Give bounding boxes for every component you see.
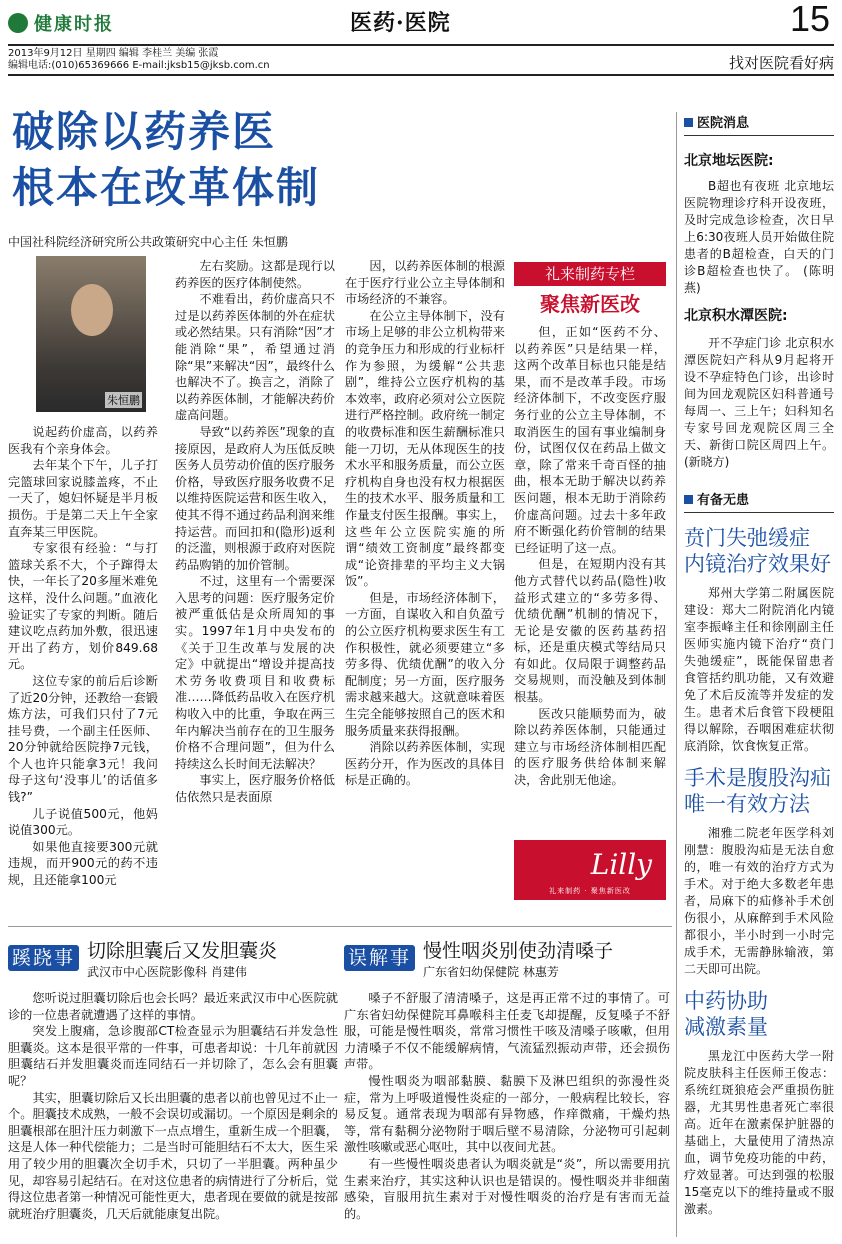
promo-line-2: 聚焦新医改 [540,292,640,316]
paragraph: 左右奖励。这都是现行以药养医的医疗体制使然。 [175,259,335,290]
paragraph: 说起药价虚高，以药养医我有个亲身体会。 [8,425,158,456]
paragraph: 消除以药养医体制，实现医药分开，作为医改的具体目标是正确的。 [345,740,505,788]
paragraph: 去年某个下午，儿子打完篮球回家说膝盖疼，不止一天了，媳妇怀疑是半月板损伤。于是第二天上午全家直奔某三甲医院。 [8,458,158,539]
headline-line-1: 破除以药养医 [12,107,277,156]
hospital-news [684,335,834,471]
paragraph: 有一些慢性咽炎患者认为咽炎就是“炎”，所以需要用抗生素来治疗，其实这种认识也是错误的。慢性咽炎并非细菌感染，盲服用抗生素对于对慢性咽炎的治疗是有害而无益的。 [344,1156,670,1221]
article-column-3 [345,258,505,789]
logo-text: 健康时报 [34,14,114,35]
news-text: 开不孕症门诊 北京积水潭医院妇产科从9月起将开设不孕症特色门诊，出诊时间为回龙观院区妇科普通号每周一、三上午；妇科知名专家号回龙观院区周三全天、新街口院区周四上午。 (新晓方) [684,336,834,469]
article-author: 中国社科院经济研究所公共政策研究中心主任 朱恒鹏 [8,235,288,249]
tip-text [684,1048,834,1218]
page-number: 15 [789,0,830,39]
sidebar-divider [676,112,677,1237]
author-photo [36,256,146,412]
sidebar-label-text: 有备无患 [697,493,750,508]
paragraph: 医改只能顺势而为，破除以药养医体制，只能通过建立与市场经济体制相匹配的医疗服务供给体制来解决，舍此别无他途。 [514,706,666,788]
story-divider [8,926,672,927]
section-title: 医药·医院 [350,10,451,36]
square-icon [684,495,693,504]
story-byline: 广东省妇幼保健院 林惠芳 [423,965,559,979]
tip-title-line: 手术是腹股沟疝 [684,766,831,790]
paragraph: 不过，这里有一个需要深入思考的问题：医疗服务定价被严重低估是众所周知的事实。1997年1月中央发布的《关于卫生改革与发展的决定》中就提出“增设并提高技术劳务收费项目和收费标准……降低药品收入在医疗机构收入中的比重，争取在两三年内解决当前存在的卫生服务价格不合理问题”，但为什么持续这么长时间无法解决？ [175,574,335,771]
paragraph: 专家很有经验：“与打篮球关系不大，个子蹿得太快，一年长了20多厘米难免这样，没什么问题。”血液化验证实了专家的判断。随后建议吃点药加外敷，很迅速开出了药方，划价849.68元。 [8,541,158,672]
story-body [344,990,670,1222]
tip-paragraph: 郑州大学第二附属医院建设：郑大二附院消化内镜室李振峰主任和徐刚副主任医师实施内镜下治疗“贲门失弛缓症”，既能保留患者食管括约肌功能，又有效避免了术后反流等并发症的发生。患者术后食管下段梗阻得以解除，吞咽困难症状彻底消除，饮食恢复正常。 [684,586,834,753]
tip-paragraph: 湘雅二院老年医学科刘刚慧：腹股沟疝是无法自愈的，唯一有效的治疗方式为手术。对于绝大多数老年患者，局麻下的疝修补手术创伤很小，从麻醉到手术风险都很小，半小时到一小时完成手术，无需静脉输液，第二天即可出院。 [684,826,834,976]
story-title: 慢性咽炎别使劲清嗓子 [423,940,614,962]
tip-title [684,525,834,577]
paragraph: 其实，胆囊切除后又长出胆囊的患者以前也曾见过不止一个。胆囊技术成熟，一般不会误切或漏切。一个原因是剩余的胆囊根部在胆汁压力刺激下一点点增生，重新生成一个胆囊，这是人体一种代偿能力；二是当时可能胆结石不太大，医生采用了较少用的胆囊次全切手术，只切了一半胆囊。两种虽少见，却容易引起结石。在对这位患者的病情进行了分析后，觉得这位患者第一种情况可能性更大，患者现在要做的就是按部就班治疗胆囊炎，几天后就能康复出院。 [8,1090,338,1221]
paragraph: 您听说过胆囊切除后也会长吗？最近来武汉市中心医院就诊的一位患者就遭遇了这样的事情。 [8,991,338,1022]
article-column-2 [175,258,335,806]
paragraph: 儿子说值500元，他妈说值300元。 [8,806,158,838]
paragraph: 突发上腹痛，急诊腹部CT检查显示为胆囊结石并发急性胆囊炎。这本是很平常的一件事，可患者却说：十几年前就因胆囊结石并发胆囊炎而连同结石一并切除了，怎么会有胆囊呢？ [8,1024,338,1088]
tip-text [684,825,834,978]
paragraph: 事实上，医疗服务价格低估依然只是表面原 [175,773,335,804]
paragraph: 慢性咽炎为咽部黏膜、黏膜下及淋巴组织的弥漫性炎症，常为上呼吸道慢性炎症的一部分，一般病程比较长，容易反复。通常表现为咽部有异物感，作痒微痛，干燥灼热等，常有黏稠分泌物附于咽后壁不易清除，分泌物可引起刺激性咳嗽或恶心呕吐，其中以夜间尤甚。 [344,1073,670,1155]
tip-title-line: 减激素量 [684,1015,768,1039]
headline-line-2: 根本在改革体制 [12,163,321,212]
section-slogan: 找对医院看好病 [728,54,834,72]
story-byline: 武汉市中心医院影像科 肖建伟 [87,965,247,979]
lilly-tagline: 礼来制药 · 聚焦新医改 [549,887,631,895]
author-face [71,284,113,336]
paragraph: 在公立主导体制下，没有市场上足够的非公立机构带来的竞争压力和形成的行业标杆作为参照，为缓解“公共悲剧”，维持公立医疗机构的基本效率，政府必须对公立医院进行严格控制。政府统一制定的收费标准和医生薪酬标准只能一刀切，无从体现医生的技术水平和服务质量，而公立医疗机构自身也没有权力根据医生的技术水平、服务质量和工作量支付医生报酬。事实上，这些年公立医院实施的所谓“绩效工资制度”最终都变成“论资排辈的平均主义大锅饭”。 [345,308,505,589]
sidebar-rule [684,135,834,136]
sidebar-rule [684,512,834,513]
paragraph: 嗓子不舒服了清清嗓子，这是再正常不过的事情了。可广东省妇幼保健院耳鼻喉科主任麦飞却提醒，反复嗓子不舒服，可能是慢性咽炎，常常习惯性干咳及清嗓子咳嗽，但用力清嗓子不仅不能缓解病情，气流猛烈振动声带，还会损伤声带。 [344,991,670,1072]
paragraph: 因，以药养医体制的根源在于医疗行业公立主导体制和市场经济的不兼容。 [345,259,505,307]
paragraph: 这位专家的前后后诊断了近20分钟，还教给一套锻炼方法，可我们只付了7元挂号费，一个副主任医师、20分钟就给医院挣7元钱，个人也许只能拿3元！我问母子这句‘没事儿’的话值多钱?” [8,673,158,805]
tip-paragraph: 黑龙江中医药大学一附院皮肤科主任医师王俊志：系统红斑狼疮会严重损伤脏器，尤其男性患者死亡率很高。近年在激素保护脏器的基础上，大量使用了清热凉血，调节免疫功能的中药，疗效显著。可达到强的松服15毫克以下的维持量或不服激素。 [684,1049,834,1216]
story-tag: 误解事 [344,945,415,971]
photo-caption: 朱恒鹏 [107,394,140,407]
article-column-4 [514,324,666,789]
sidebar [684,112,834,1218]
tip-title [684,988,834,1040]
newspaper-logo [8,6,138,40]
hospital-name: 北京积水潭医院: [684,308,788,324]
lilly-promo-header [514,262,666,314]
sidebar-label-text: 医院消息 [697,116,750,131]
paragraph: 不难看出，药价虚高只不过是以药养医体制的外在症状或必然结果。只有消除“因”才能消除“果”，希望通过消除“果”来解决“因”，最终什么也解决不了。换言之，消除了以药养医体制，才能解决药价虚高问题。 [175,292,335,423]
tip-title-line: 贲门失弛缓症 [684,526,810,550]
sidebar-label [684,112,834,131]
issue-meta [8,48,270,72]
promo-line-1: 礼来制药专栏 [514,262,666,286]
story-pharyngitis [344,936,670,1222]
paragraph: 但是，在短期内没有其他方式替代以药品(隐性)收益形式建立的“多劳多得、优绩优酬”机制的情况下，无论是安徽的医药基药招标，还是重庆模式等结局只有如此。仅局限于调整药品交易规则，而没触及到体制根基。 [514,557,666,705]
tip-title-line: 唯一有效方法 [684,792,810,816]
story-title: 切除胆囊后又发胆囊炎 [87,940,278,962]
news-text: B超也有夜班 北京地坛医院物理诊疗科开设夜班，及时完成急诊检查，次日早上6:30夜班人员开始做住院患者的B超检查，白天的门诊B超检查也快了。 (陈明燕) [684,179,834,295]
paragraph: 导致“以药养医”现象的直接原因，是政府人为压低反映医务人员劳动价值的医疗服务价格，导致医疗服务收费不足以维持医院运营和医生收入，使其不得不通过药品利润来维持运营。而回扣和(隐形)返利的泛滥，则根源于政府对医院药品购销的加价管制。 [175,424,335,572]
lilly-ad [514,840,666,900]
story-gallbladder [8,936,338,1222]
masthead [0,0,842,76]
story-body [8,990,338,1222]
paragraph: 但是，市场经济体制下，一方面，自谋收入和自负盈亏的公立医疗机构要求医生有工作积极性，就必须要建立“多劳多得、优绩优酬”的收入分配制度；另一方面，医疗服务需求越来越大。这就意味着医生完全能够按照自己的医术和服务质量来获得报酬。 [345,590,505,738]
top-rule [8,44,834,46]
hospital-name: 北京地坛医院: [684,153,774,169]
issue-date-editors: 2013年9月12日 星期四 编辑 李桂兰 美编 张霞 [8,48,219,59]
tip-title-line: 内镜治疗效果好 [684,552,831,576]
hospital-news [684,178,834,297]
paragraph: 如果他直接要300元就违规，而开900元的药不违规，且还能拿100元 [8,839,158,888]
sidebar-label [684,489,834,508]
tip-text [684,585,834,755]
paragraph: 但，正如“医药不分、以药养医”只是结果一样，这两个改革目标也只能是结果，而不是改革手段。市场经济体制下，不改变医疗服务行业的公立主导体制，不取消医生的国有事业编制身份，试图仅仅在药品上做文章，除了常来千奇百怪的抽曲，根本无助于解决以药养医问题，根本无助于消除药价虚高问题。过去十多年政府不断强化药价管制的结果已经证明了这一点。 [514,325,666,555]
editor-contact: 编辑电话:(010)65369666 E-mail:jksb15@jksb.com.cn [8,60,270,71]
logo-icon [8,13,28,33]
tip-title [684,765,834,817]
headline [12,104,452,216]
article-column-1 [8,424,158,889]
lilly-logo: Lilly [590,848,652,881]
story-tag: 蹊跷事 [8,945,79,971]
bottom-rule [8,74,834,76]
tip-title-line: 中药协助 [684,989,768,1013]
square-icon [684,118,693,127]
